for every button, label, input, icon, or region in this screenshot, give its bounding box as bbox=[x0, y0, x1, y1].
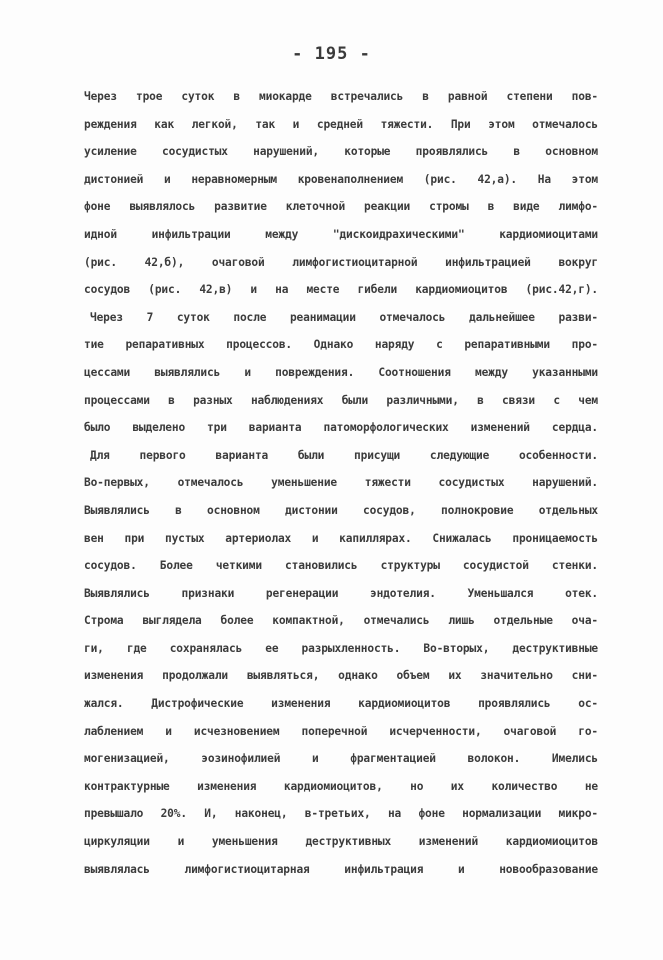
page-number: - 195 - bbox=[292, 44, 371, 64]
text-line: фоне выявлялось развитие клеточной реакции стромы в виде лимфо- bbox=[84, 200, 598, 214]
text-line: процессами в разных наблюдениях были различными, в связи с чем bbox=[84, 393, 598, 407]
text-line: лаблением и исчезновением поперечной исчерченности, очаговой го- bbox=[84, 724, 598, 738]
text-line: усиление сосудистых нарушений, которые проявлялись в основном bbox=[84, 145, 598, 159]
text-line: Выявлялись в основном дистонии сосудов, полнокровие отдельных bbox=[84, 503, 598, 517]
text-line: сосудов (рис. 42,в) и на месте гибели кардиомиоцитов (рис.42,г). bbox=[84, 283, 598, 297]
text-line: вен при пустых артериолах и капиллярах. Снижалась проницаемость bbox=[84, 531, 598, 545]
text-line: сосудов. Более четкими становились структуры сосудистой стенки. bbox=[84, 559, 598, 573]
text-line: цессами выявлялись и повреждения. Соотношения между указанными bbox=[84, 365, 598, 379]
text-line: контрактурные изменения кардиомиоцитов, но их количество не bbox=[84, 779, 598, 793]
text-line: Строма выглядела более компактной, отмечались лишь отдельные оча- bbox=[84, 614, 598, 628]
text-line: Во-первых, отмечалось уменьшение тяжести сосудистых нарушений. bbox=[84, 476, 598, 490]
text-line: дистонией и неравномерным кровенаполнением (рис. 42,а). На этом bbox=[84, 172, 598, 186]
body-text bbox=[84, 83, 598, 883]
text-line: Для первого варианта были присущи следующие особенности. bbox=[90, 448, 598, 462]
text-line: тие репаративных процессов. Однако наряду с репаративными про- bbox=[84, 338, 598, 352]
text-line: ги, где сохранялась ее разрыхленность. Во-вторых, деструктивные bbox=[84, 641, 598, 655]
text-line: реждения как легкой, так и средней тяжести. При этом отмечалось bbox=[84, 117, 598, 131]
text-line: изменения продолжали выявляться, однако объем их значительно сни- bbox=[84, 669, 598, 683]
text-line: идной инфильтрации между "дискоидрахическими" кардиомиоцитами bbox=[84, 227, 598, 241]
text-line: Через трое суток в миокарде встречались в равной степени пов- bbox=[84, 90, 598, 103]
text-line: (рис. 42,б), очаговой лимфогистиоцитарной инфильтрацией вокруг bbox=[84, 255, 598, 269]
text-line: было выделено три варианта патоморфологических изменений сердца. bbox=[84, 421, 598, 435]
text-line: Выявлялись признаки регенерации эндотелия. Уменьшался отек. bbox=[84, 586, 598, 600]
text-line: Через 7 суток после реанимации отмечалось дальнейшее разви- bbox=[90, 310, 598, 324]
text-line: превышало 20%. И, наконец, в-третьих, на фоне нормализации микро- bbox=[84, 807, 598, 821]
text-line: циркуляции и уменьшения деструктивных изменений кардиомиоцитов bbox=[84, 835, 598, 849]
text-line: могенизацией, эозинофилией и фрагментацией волокон. Имелись bbox=[84, 752, 598, 766]
text-line: жался. Дистрофические изменения кардиомиоцитов проявлялись ос- bbox=[84, 697, 598, 711]
text-line: выявлялась лимфогистиоцитарная инфильтрация и новообразование bbox=[84, 862, 598, 876]
